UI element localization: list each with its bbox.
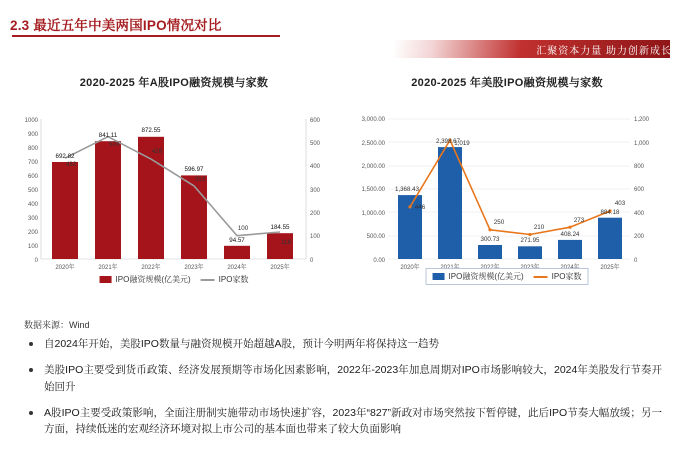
svg-text:500: 500 [310,141,321,147]
legend-label-count-us: IPO家数 [551,272,582,281]
svg-text:432: 432 [65,161,77,168]
svg-text:692.82: 692.82 [55,153,75,160]
slide-header [10,14,670,40]
svg-text:100: 100 [310,234,321,240]
source-note: 数据来源：Wind [24,320,90,330]
svg-text:200: 200 [27,230,38,236]
y-axis-right [306,118,321,264]
legend-swatch-bar-icon [433,273,445,280]
svg-text:2024年: 2024年 [227,265,247,271]
svg-text:300: 300 [27,216,38,222]
svg-text:800: 800 [27,146,38,152]
chart-plot-a-share [14,102,334,287]
svg-text:100: 100 [237,225,249,232]
svg-text:210: 210 [533,224,545,231]
legend-label-funding-scale: IPO融资规模(亿美元) [115,275,191,284]
svg-text:2,398.67: 2,398.67 [435,138,461,145]
svg-text:2022年: 2022年 [141,265,161,271]
svg-text:1,000.00: 1,000.00 [361,211,385,217]
svg-text:403: 403 [614,200,626,207]
legend-swatch-line-icon [534,276,548,278]
svg-text:100: 100 [27,244,38,250]
svg-text:800: 800 [634,164,645,170]
gridlines-us-share [388,119,630,259]
svg-text:200: 200 [310,211,321,217]
svg-text:0: 0 [34,258,38,264]
svg-text:313: 313 [194,176,206,183]
svg-text:2023年: 2023年 [184,265,204,271]
svg-text:200: 200 [634,234,645,240]
svg-text:428: 428 [151,148,163,155]
svg-text:596.97: 596.97 [184,166,204,173]
svg-text:250: 250 [493,219,505,226]
chart-panel-us-share [344,64,670,314]
svg-text:1,368.43: 1,368.43 [394,186,420,193]
svg-text:446: 446 [414,204,426,211]
chart-legend-us-share [426,268,589,285]
svg-text:1000: 1000 [24,118,38,124]
y-axis-right-us [634,117,650,264]
legend-item-funding-scale-us [433,271,524,282]
us-share-svg [344,102,670,287]
svg-text:94.57: 94.57 [229,237,245,244]
svg-text:2020年: 2020年 [400,265,420,271]
legend-label-funding-scale-us: IPO融资规模(亿美元) [448,272,524,281]
svg-text:271.95: 271.95 [520,237,540,244]
svg-text:116: 116 [281,239,291,246]
legend-item-count-us [534,271,582,282]
svg-text:2,500.00: 2,500.00 [361,141,385,147]
svg-text:1,019: 1,019 [454,140,470,147]
legend-swatch-bar-icon [100,276,112,283]
chart-title-a-share: 2020-2025 年A股IPO融资规模与家数 [79,77,269,89]
y-axis-left [25,118,41,264]
svg-text:1,500.00: 1,500.00 [361,187,385,193]
svg-text:600: 600 [27,174,38,180]
svg-text:0: 0 [310,258,314,264]
svg-text:841.11: 841.11 [98,132,118,139]
svg-text:900: 900 [27,132,38,138]
x-axis-labels-a-share [55,263,289,271]
bar-series-us-share [398,147,622,259]
chart-plot-us-share [344,102,670,287]
a-share-svg [14,102,334,287]
svg-text:2,000.00: 2,000.00 [361,164,385,170]
bar-series-a-share [52,137,293,259]
bullet-list [22,336,662,447]
chart-panel-a-share [14,64,334,314]
svg-text:1,000: 1,000 [634,141,650,147]
svg-text:500.00: 500.00 [366,234,385,240]
svg-text:2025年: 2025年 [600,265,620,271]
svg-text:2021年: 2021年 [98,265,118,271]
y-axis-left-us [362,117,386,264]
svg-text:184.55: 184.55 [270,224,290,231]
svg-text:300.73: 300.73 [480,236,500,243]
svg-text:400: 400 [27,202,38,208]
list-item: 自2024年开始，美股IPO数量与融资规模开始超越A股，预计今明两年将保持这一趋势 [22,336,662,352]
svg-text:700: 700 [27,160,38,166]
svg-text:3,000.00: 3,000.00 [361,117,385,123]
svg-text:0.00: 0.00 [373,258,385,264]
svg-text:2025年: 2025年 [270,265,290,271]
legend-item-count [201,274,249,285]
legend-label-count: IPO家数 [218,275,249,284]
svg-text:884.18: 884.18 [600,209,620,216]
title-underline [12,35,280,37]
svg-text:2020年: 2020年 [55,265,75,271]
page-title: 2.3 最近五年中美两国IPO情况对比 [10,18,222,33]
svg-text:524: 524 [108,141,120,148]
svg-text:600: 600 [310,118,321,124]
svg-text:400: 400 [634,211,645,217]
svg-text:400: 400 [310,164,321,170]
svg-text:872.55: 872.55 [141,127,161,134]
chart-legend-a-share [100,274,249,285]
svg-text:300: 300 [310,188,321,194]
svg-text:500: 500 [27,188,38,194]
legend-item-funding-scale [100,274,191,285]
list-item: A股IPO主要受政策影响，全面注册制实施带动市场快速扩容，2023年“827”新政对市场突然按下暂停键，此后IPO节奏大幅放缓；另一方面，持续低迷的宏观经济环境对拟上市公司的基本面也带来了较大负面影响 [22,405,662,438]
bar-data-labels-us-share [395,138,620,244]
svg-text:273: 273 [573,217,585,224]
header-band-text: 汇聚资本力量 助力创新成长 [536,46,672,57]
chart-title-us-share: 2020-2025 年美股IPO融资规模与家数 [411,77,603,89]
list-item: 美股IPO主要受到货币政策、经济发展预期等市场化因素影响，2022年-2023年加息周期对IPO市场影响较大，2024年美股发行节奏开始回升 [22,362,662,395]
legend-swatch-line-icon [201,279,215,281]
svg-text:0: 0 [634,258,638,264]
svg-text:600: 600 [634,187,645,193]
svg-text:1,200: 1,200 [634,117,650,123]
svg-text:408.24: 408.24 [560,231,580,238]
